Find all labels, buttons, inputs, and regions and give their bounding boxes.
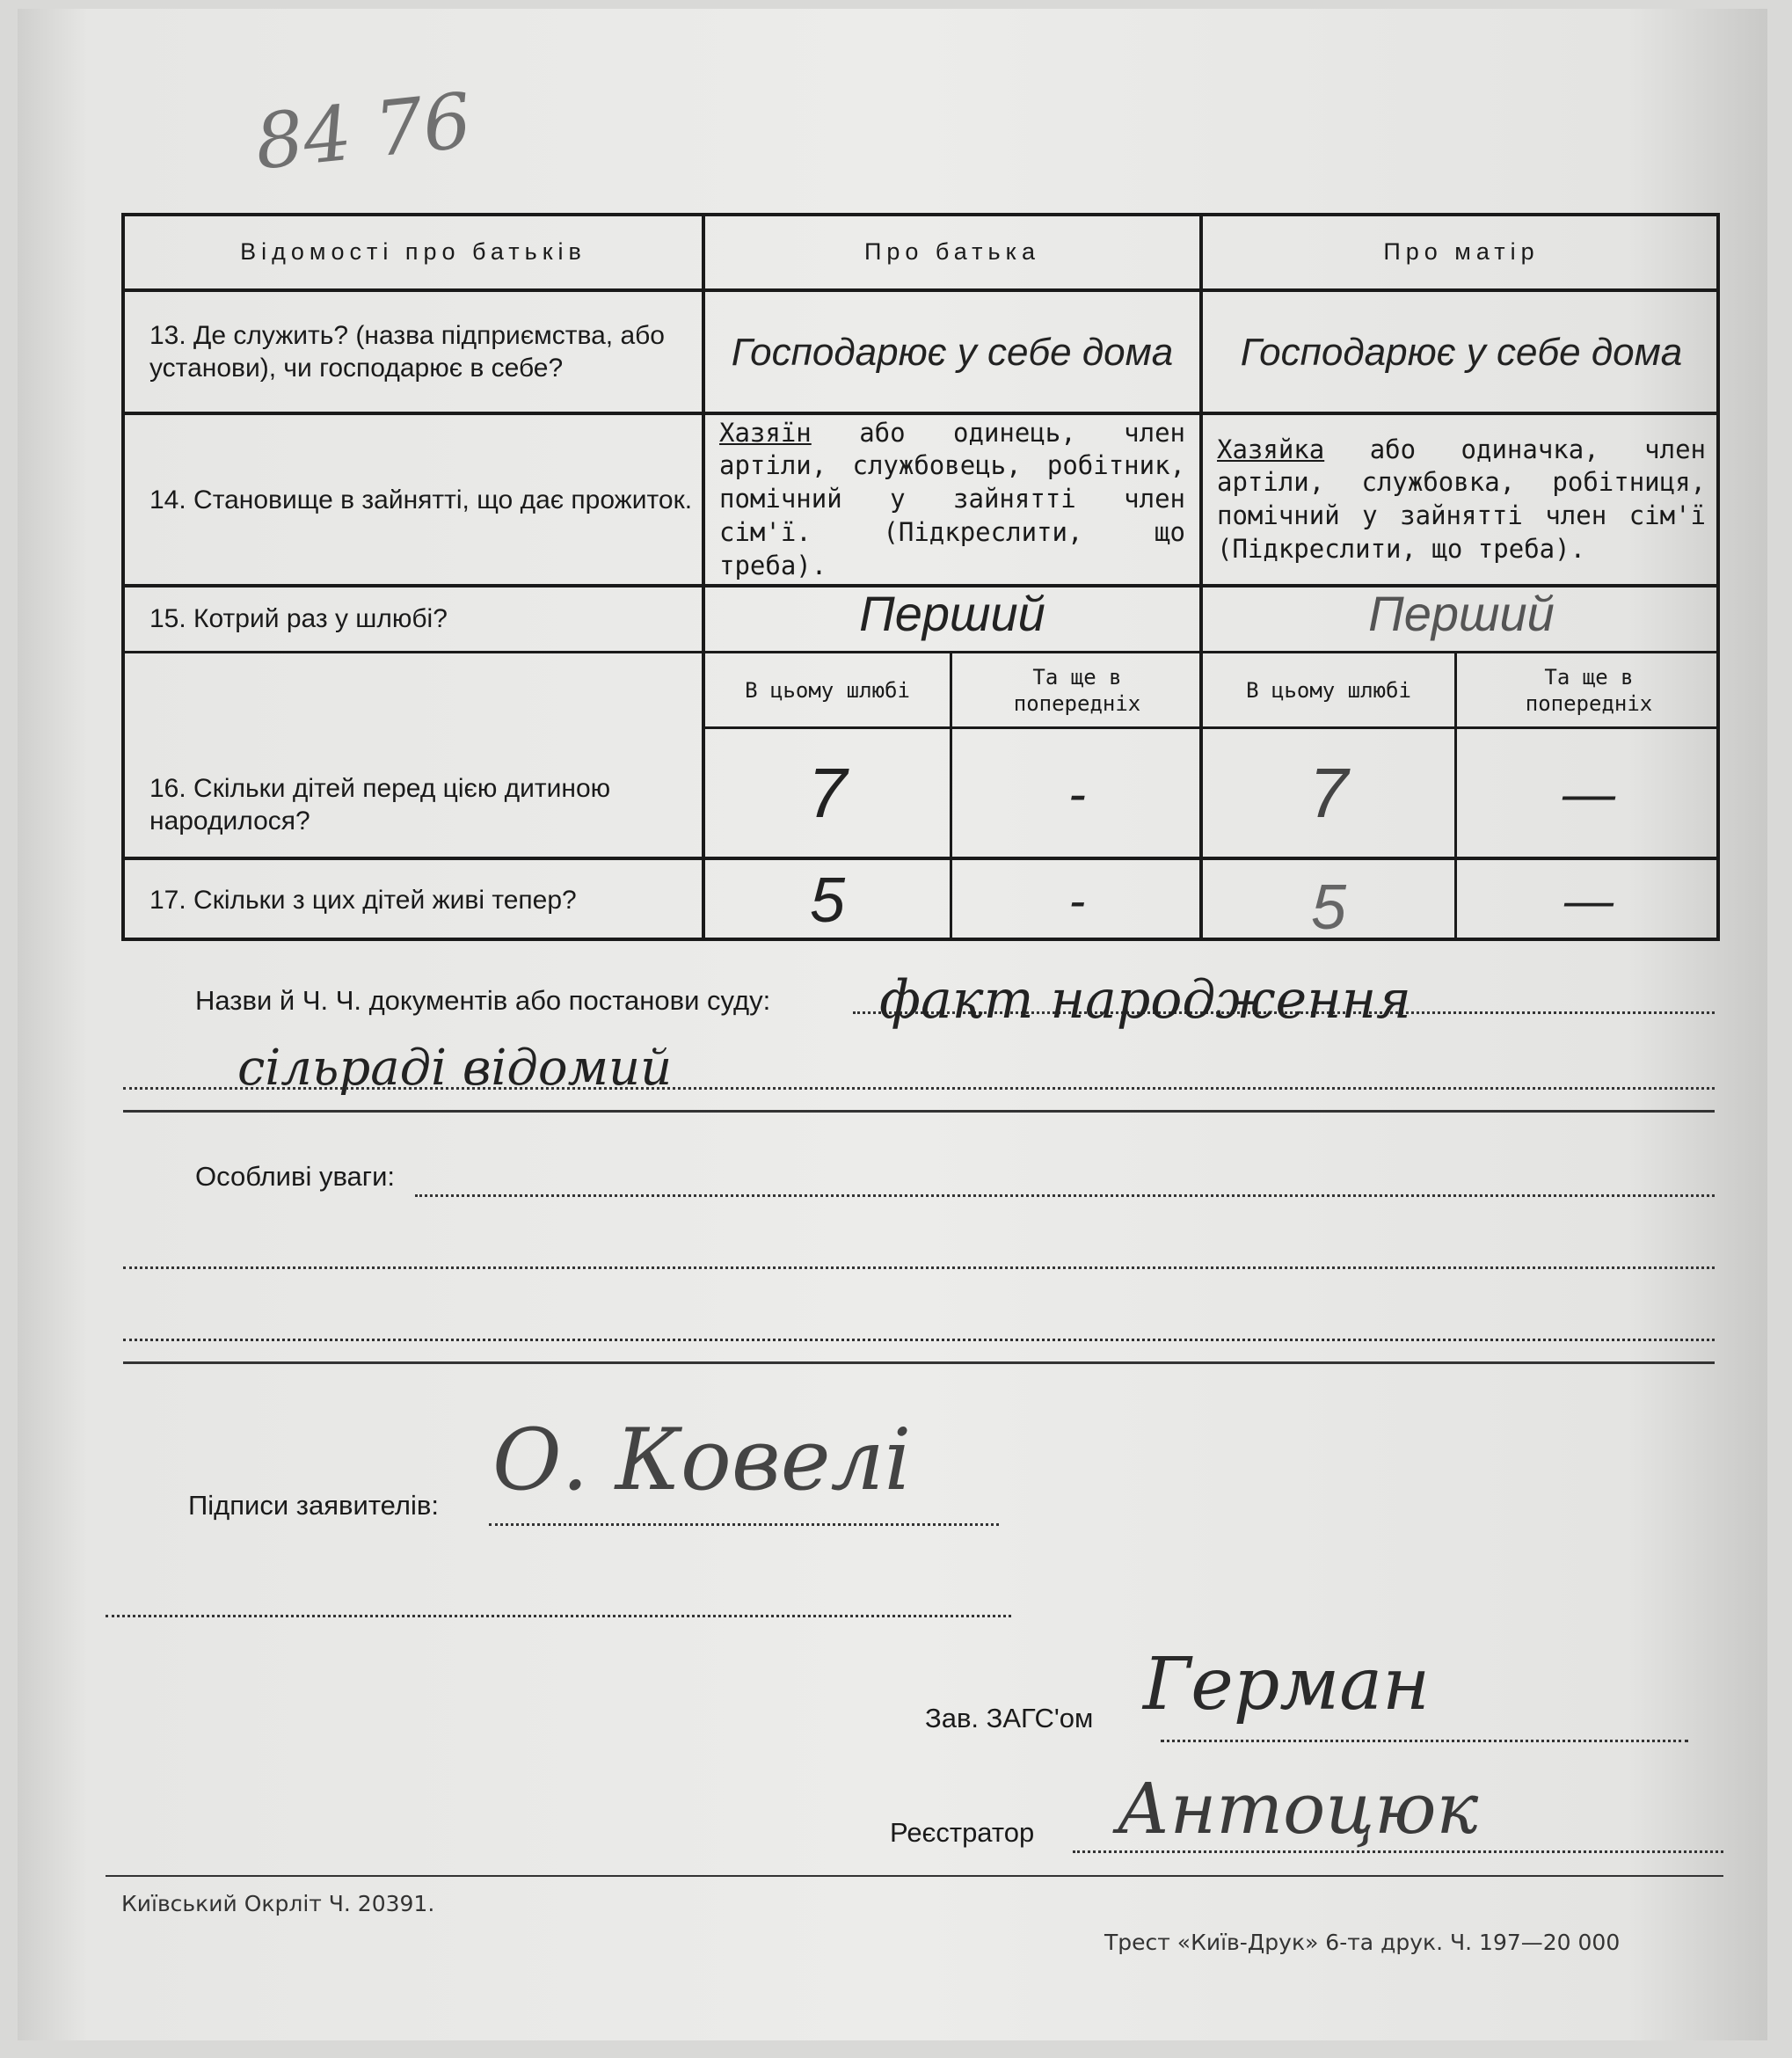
father-status-options bbox=[719, 415, 1185, 584]
registry-head-signature: Герман bbox=[1143, 1643, 1431, 1726]
mother-children-born-this: 7 bbox=[1308, 754, 1349, 832]
footer-divider bbox=[106, 1875, 1723, 1877]
header-mother: Про матір bbox=[1383, 238, 1540, 266]
footer-left-imprint: Київський Окрліт Ч. 20391. bbox=[121, 1891, 435, 1916]
applicants-line-2 bbox=[106, 1615, 1011, 1617]
father-children-born-prev: - bbox=[1068, 763, 1086, 823]
documents-line-2 bbox=[123, 1087, 1715, 1090]
documents-value-2: сільраді відомий bbox=[237, 1040, 673, 1097]
father-children-born-this: 7 bbox=[807, 754, 848, 832]
question-14: 14. Становище в зайнятті, що дає прожиток. bbox=[149, 485, 693, 514]
father-marriage-count-value: Перший bbox=[859, 586, 1045, 641]
registrar-label: Реєстратор bbox=[890, 1817, 1035, 1848]
documents-value-1: факт народження bbox=[879, 969, 1411, 1031]
question-17: 17. Скільки з цих дітей живі тепер? bbox=[149, 886, 577, 916]
mother-children-born-prev: — bbox=[1563, 763, 1615, 823]
row-divider bbox=[125, 651, 1716, 653]
mother-status-rest: або одиначка, член артіли, службовка, робітниця, помічний у зайнятті член сім'ї (Підкреслити, що треба). bbox=[1217, 434, 1706, 564]
father-status-rest: або одинець, член артіли, службовець, робітник, помічний у зайнятті член сім'ї. (Підкреслити, що треба). bbox=[719, 417, 1185, 580]
subheader-mother-this-marriage: В цьому шлюбі bbox=[1246, 678, 1411, 703]
subheader-mother-previous: Та ще в попередніх bbox=[1525, 665, 1653, 716]
parents-info-table bbox=[121, 213, 1720, 941]
header-parents-info: Відомості про батьків bbox=[240, 238, 586, 266]
applicants-line-1 bbox=[489, 1523, 999, 1526]
remarks-line-3 bbox=[123, 1339, 1715, 1341]
footer-right-imprint: Трест «Київ-Друк» 6-та друк. Ч. 197—20 000 bbox=[1104, 1930, 1621, 1955]
documents-label: Назви й Ч. Ч. документів або постанови суду: bbox=[195, 985, 771, 1016]
applicants-label: Підписи заявителів: bbox=[188, 1490, 439, 1521]
remarks-label: Особливі уваги: bbox=[195, 1161, 396, 1192]
registry-head-line bbox=[1161, 1740, 1688, 1742]
section-divider bbox=[123, 1361, 1715, 1364]
remarks-line-1 bbox=[415, 1194, 1715, 1197]
remarks-line-2 bbox=[123, 1266, 1715, 1269]
mother-status-options bbox=[1217, 415, 1706, 584]
subheader-father-this-marriage: В цьому шлюбі bbox=[745, 678, 910, 703]
father-children-alive-this: 5 bbox=[809, 865, 846, 936]
registry-head-label: Зав. ЗАГС'ом bbox=[925, 1703, 1094, 1733]
mother-children-alive-prev: — bbox=[1564, 872, 1614, 928]
registrar-line bbox=[1073, 1850, 1723, 1853]
mother-children-alive-this: 5 bbox=[1310, 872, 1347, 943]
father-status-underlined: Хазяїн bbox=[719, 417, 812, 448]
document-page bbox=[18, 9, 1767, 2040]
header-father: Про батька bbox=[863, 238, 1041, 266]
applicant-signature: О. Ковелі bbox=[492, 1411, 912, 1509]
archive-number: 84 76 bbox=[251, 77, 476, 187]
mother-status-underlined: Хазяйка bbox=[1217, 434, 1325, 464]
question-13: 13. Де служить? (назва підприємства, або установи), чи господарює в себе? bbox=[149, 320, 665, 383]
column-divider bbox=[1454, 651, 1457, 938]
section-divider bbox=[123, 1110, 1715, 1113]
father-occupation-value: Господарює у себе дома bbox=[731, 330, 1174, 374]
mother-occupation-value: Господарює у себе дома bbox=[1240, 330, 1683, 374]
subheader-father-previous: Та ще в попередніх bbox=[1013, 665, 1141, 716]
father-children-alive-prev: - bbox=[1068, 872, 1086, 928]
mother-marriage-count-value: Перший bbox=[1368, 586, 1555, 641]
question-16: 16. Скільки дітей перед цією дитиною народилося? bbox=[149, 773, 611, 836]
subheader-divider bbox=[703, 726, 1716, 729]
registrar-signature: Антоцюк bbox=[1117, 1768, 1479, 1850]
column-divider bbox=[950, 651, 952, 938]
question-15: 15. Котрий раз у шлюбі? bbox=[149, 604, 448, 634]
